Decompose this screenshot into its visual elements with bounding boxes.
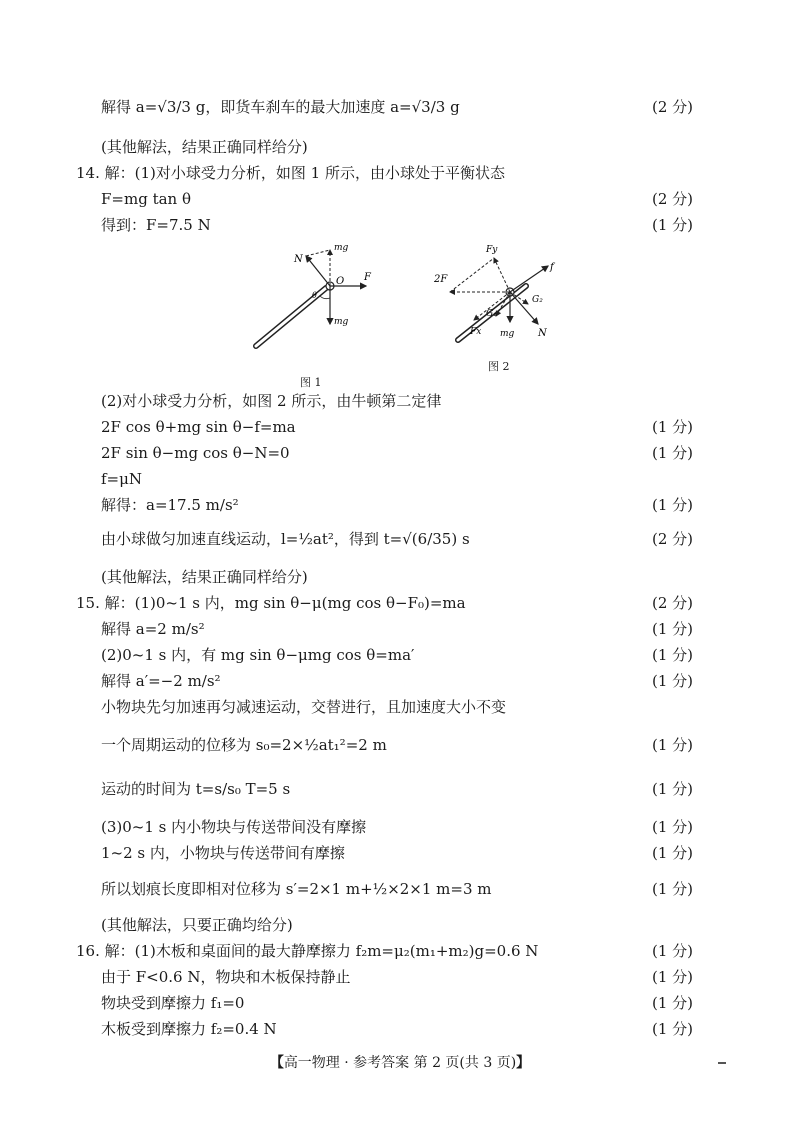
points-label: (1 分): [652, 818, 694, 836]
fig2-label-mg: mg: [500, 329, 515, 339]
line-text: 所以划痕长度即相对位移为 s′=2×1 m+½×2×1 m=3 m: [101, 880, 492, 898]
corner-mark: [718, 1062, 726, 1064]
fig2-label-f: f: [550, 262, 554, 273]
line-text: 16. 解：(1)木板和桌面间的最大静摩擦力 f₂m=μ₂(m₁+m₂)g=0.6 N: [76, 942, 539, 960]
points-label: (2 分): [652, 98, 694, 116]
points-label: (1 分): [652, 942, 694, 960]
line-text: (其他解法，只要正确均给分): [101, 916, 293, 934]
line-text: 2F sin θ−mg cos θ−N=0: [101, 444, 290, 462]
line-text: 解得 a=√3/3 g，即货车刹车的最大加速度 a=√3/3 g: [101, 98, 460, 116]
points-label: (1 分): [652, 844, 694, 862]
fig1-label-o: O: [336, 276, 345, 287]
points-label: (1 分): [652, 496, 694, 514]
line-27: [0, 1014, 800, 1044]
line-text: 木板受到摩擦力 f₂=0.4 N: [101, 1020, 277, 1038]
fig2-label-g1: G₁: [486, 309, 497, 319]
line-11: [0, 524, 800, 554]
line-text: 2F cos θ+mg sin θ−f=ma: [101, 418, 296, 436]
points-label: (1 分): [652, 780, 694, 798]
fig1-label-mg-bottom: mg: [334, 317, 349, 327]
fig2-label-n: N: [538, 328, 547, 339]
line-18: [0, 730, 800, 760]
line-text: (2)对小球受力分析，如图 2 所示，由牛顿第二定律: [101, 392, 442, 410]
fig1-label-f: F: [364, 272, 371, 283]
line-text: 由于 F<0.6 N，物块和木板保持静止: [101, 968, 351, 986]
fig1-label-n: N: [294, 254, 303, 265]
fig1-label-mg-top: mg: [334, 243, 349, 253]
line-text: 一个周期运动的位移为 s₀=2×½at₁²=2 m: [101, 736, 387, 754]
line-text: 1~2 s 内，小物块与传送带间有摩擦: [101, 844, 345, 862]
line-text: 小物块先匀加速再匀减速运动，交替进行，且加速度大小不变: [101, 698, 507, 716]
points-label: (1 分): [652, 620, 694, 638]
fig2-label-fx: Fx: [470, 327, 482, 337]
line-5: [0, 210, 800, 240]
footer-sep: ·: [339, 1055, 354, 1071]
figure-2: [430, 238, 570, 358]
line-19: [0, 774, 800, 804]
fig2-label-g2: G₂: [532, 295, 543, 305]
line-text: 由小球做匀加速直线运动，l=½at²，得到 t=√(6/35) s: [101, 530, 470, 548]
points-label: (1 分): [652, 736, 694, 754]
line-text: 15. 解：(1)0~1 s 内，mg sin θ−μ(mg cos θ−F₀)=ma: [76, 594, 466, 612]
points-label: (1 分): [652, 418, 694, 436]
points-label: (1 分): [652, 994, 694, 1012]
line-17: [0, 692, 800, 722]
points-label: (1 分): [652, 672, 694, 690]
footer-doc: 参考答案: [353, 1055, 410, 1071]
line-text: (2)0~1 s 内，有 mg sin θ−μmg cos θ=ma′: [101, 646, 415, 664]
line-text: 解得：a=17.5 m/s²: [101, 496, 239, 514]
points-label: (1 分): [652, 646, 694, 664]
line-text: (其他解法，结果正确同样给分): [101, 568, 308, 586]
fig2-label-2f: 2F: [434, 274, 448, 285]
line-text: 运动的时间为 t=s/s₀ T=5 s: [101, 780, 291, 798]
line-10: [0, 490, 800, 520]
line-22: [0, 874, 800, 904]
line-text: (其他解法，结果正确同样给分): [101, 138, 308, 156]
fig1-label-theta: θ: [312, 291, 317, 300]
line-21: [0, 838, 800, 868]
line-text: f=μN: [101, 470, 142, 488]
footer-page: 第 2 页(共 3 页): [409, 1055, 517, 1071]
line-1: [0, 92, 800, 122]
line-text: 物块受到摩擦力 f₁=0: [101, 994, 245, 1012]
fig2-label-fy: Fy: [486, 245, 498, 255]
points-label: (1 分): [652, 968, 694, 986]
points-label: (2 分): [652, 190, 694, 208]
figure-2-caption: 图 2: [488, 360, 510, 373]
line-text: F=mg tan θ: [101, 190, 191, 208]
line-text: 14. 解：(1)对小球受力分析，如图 1 所示，由小球处于平衡状态: [76, 164, 505, 182]
points-label: (1 分): [652, 1020, 694, 1038]
footer-course: 高一物理: [283, 1055, 340, 1071]
points-label: (2 分): [652, 594, 694, 612]
figure-1-caption: 图 1: [300, 376, 322, 389]
line-text: 解得 a=2 m/s²: [101, 620, 205, 638]
page-footer: 【高一物理 · 参考答案 第 2 页(共 3 页)】: [269, 1055, 531, 1071]
line-text: 解得 a′=−2 m/s²: [101, 672, 221, 690]
points-label: (1 分): [652, 880, 694, 898]
points-label: (2 分): [652, 530, 694, 548]
line-text: 得到：F=7.5 N: [101, 216, 211, 234]
points-label: (1 分): [652, 216, 694, 234]
figure-1: [236, 238, 396, 374]
points-label: (1 分): [652, 444, 694, 462]
line-text: (3)0~1 s 内小物块与传送带间没有摩擦: [101, 818, 367, 836]
